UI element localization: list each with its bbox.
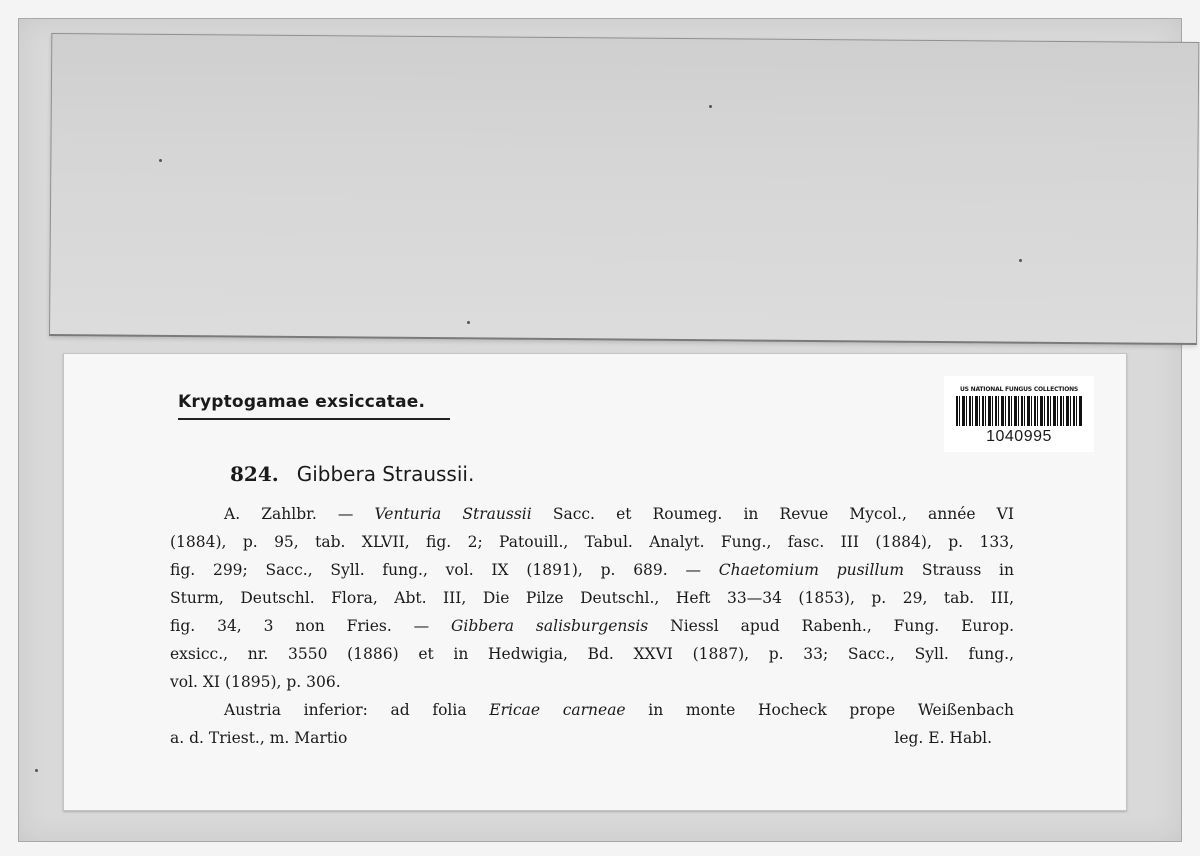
- exsiccata-number: 824.: [230, 462, 279, 486]
- citation-line: vol. XI (1895), p. 306.: [170, 673, 341, 691]
- paper-speck: [35, 769, 38, 772]
- barcode-number: 1040995: [986, 428, 1052, 445]
- citation-fragment: Sacc. et Roumeg. in Revue Mycol., année VI: [531, 505, 1014, 523]
- citation-fragment: Strauss in: [904, 561, 1014, 579]
- barcode-collection-name: US NATIONAL FUNGUS COLLECTIONS: [959, 386, 1079, 393]
- specimen-label: [63, 353, 1127, 811]
- locality-continued: a. d. Triest., m. Martio: [170, 729, 348, 747]
- paper-speck: [709, 105, 712, 108]
- series-title: Kryptogamae exsiccatae.: [178, 392, 450, 420]
- locality-fragment: Austria inferior: ad folia: [224, 701, 490, 719]
- barcode-sticker: [944, 376, 1094, 452]
- locality-collector-row: [170, 724, 1014, 752]
- paper-speck: [467, 321, 470, 324]
- taxon-name: Chaetomium pusillum: [718, 561, 905, 579]
- specimen-envelope: [18, 18, 1182, 842]
- citation-fragment: fig. 299; Sacc., Syll. fung., vol. IX (1891), p. 689. —: [170, 561, 719, 579]
- collector: leg. E. Habl.: [894, 729, 992, 747]
- host-name: Ericae carneae: [489, 701, 626, 719]
- citation-line: (1884), p. 95, tab. XLVII, fig. 2; Patouill., Tabul. Analyt. Fung., fasc. III (1884), p. 133,: [170, 533, 1014, 551]
- taxon-name: Venturia Straussii: [374, 505, 532, 523]
- species-name: Gibbera Straussii.: [296, 462, 475, 486]
- label-citation-text: [170, 500, 1014, 752]
- species-heading: [230, 462, 474, 486]
- locality-fragment: in monte Hocheck prope Weißenbach: [625, 701, 1014, 719]
- taxon-name: Gibbera salisburgensis: [451, 617, 649, 635]
- citation-fragment: fig. 34, 3 non Fries. —: [170, 617, 452, 635]
- citation-fragment: A. Zahlbr. —: [224, 505, 375, 523]
- citation-line: exsicc., nr. 3550 (1886) et in Hedwigia, Bd. XXVI (1887), p. 33; Sacc., Syll. fung.,: [170, 645, 1014, 663]
- barcode-icon: [956, 396, 1082, 426]
- locality-line: [170, 696, 1014, 724]
- citation-fragment: Niessl apud Rabenh., Fung. Europ.: [648, 617, 1014, 635]
- citation-line: [170, 612, 1014, 640]
- paper-speck: [1019, 259, 1022, 262]
- citation-line: [170, 500, 1014, 528]
- citation-line: Sturm, Deutschl. Flora, Abt. III, Die Pilze Deutschl., Heft 33—34 (1853), p. 29, tab. III,: [170, 589, 1014, 607]
- paper-speck: [159, 159, 162, 162]
- citation-line: [170, 556, 1014, 584]
- envelope-flap: [49, 33, 1199, 345]
